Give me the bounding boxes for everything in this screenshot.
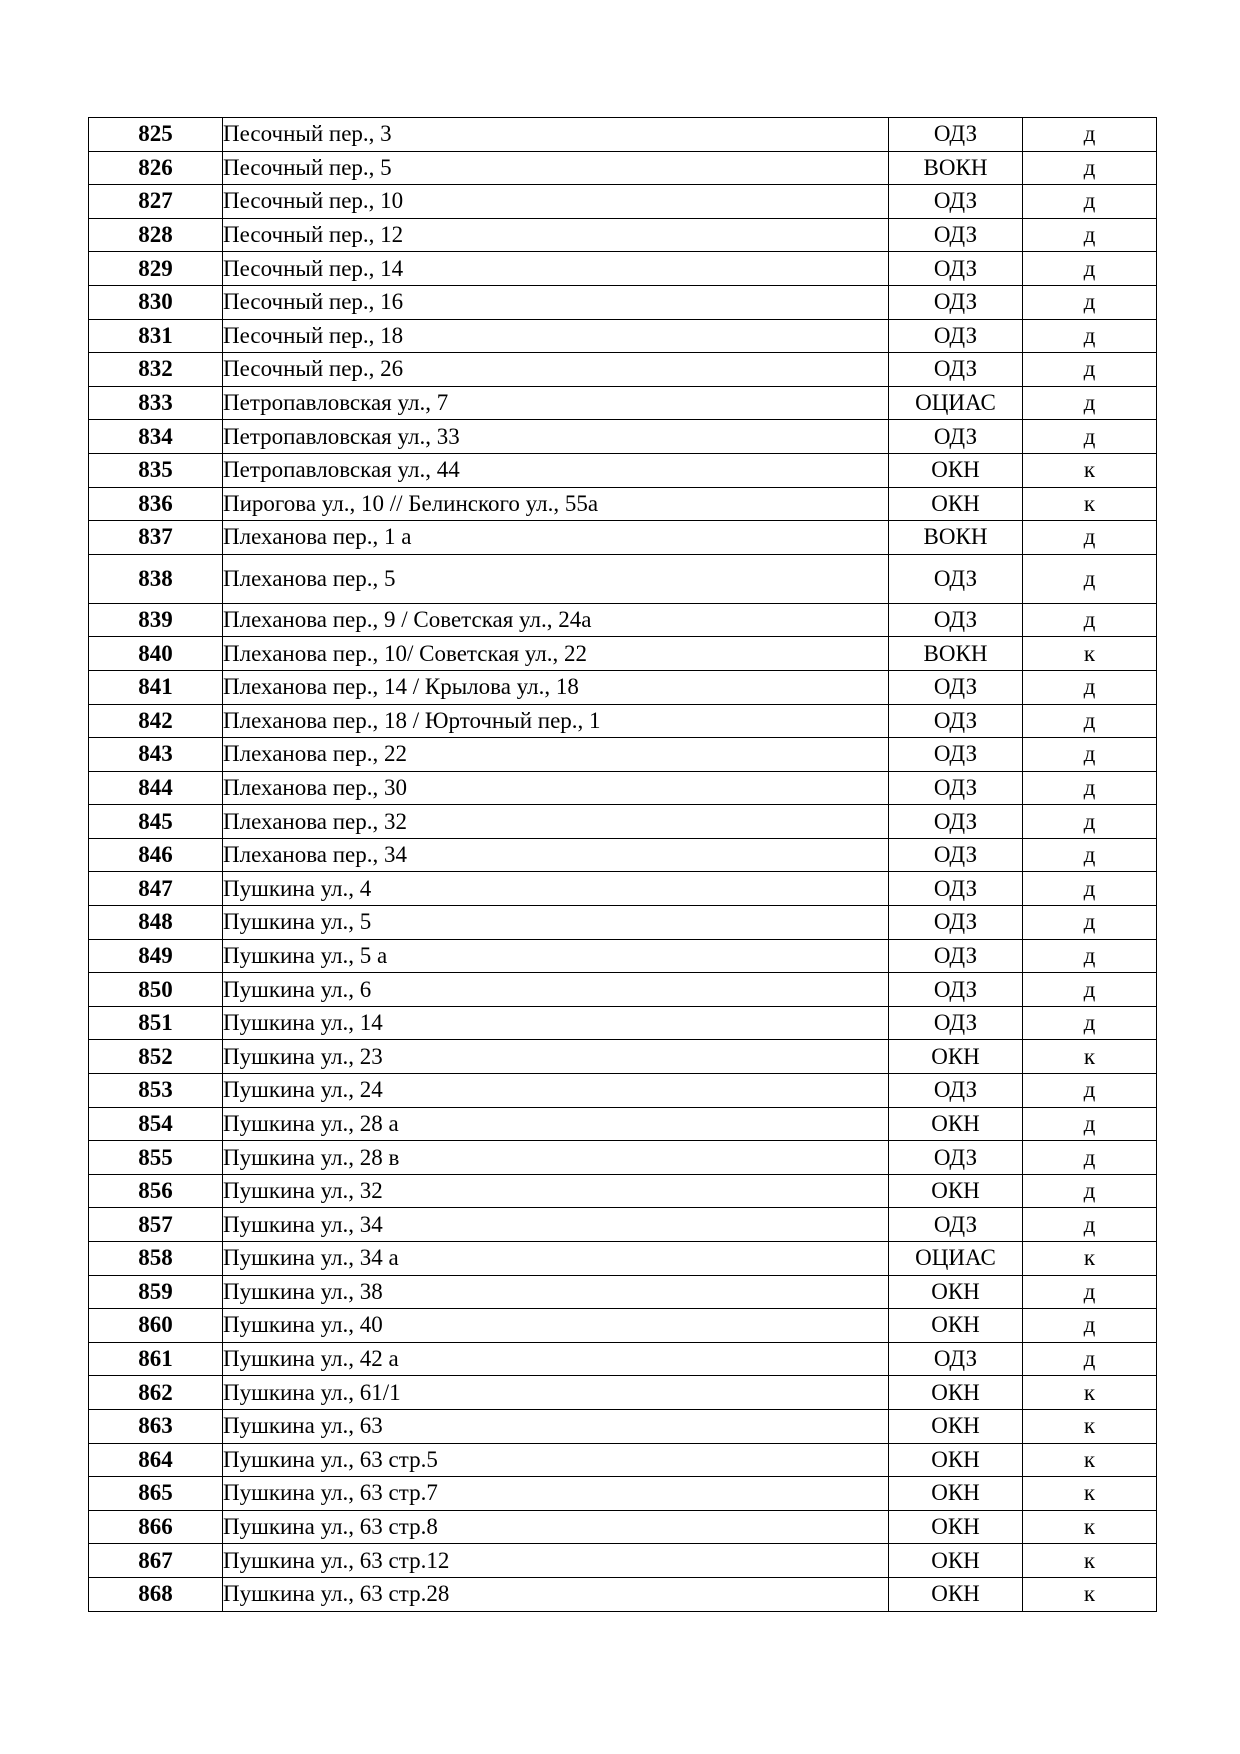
- object-type-cell: ОДЗ: [889, 1074, 1023, 1108]
- row-number-cell: 827: [89, 185, 223, 219]
- object-type-cell: ОДЗ: [889, 118, 1023, 152]
- address-cell: Пушкина ул., 32: [223, 1174, 889, 1208]
- table-row: [89, 1510, 1157, 1544]
- address-cell: Пушкина ул., 42 а: [223, 1342, 889, 1376]
- row-number-cell: 838: [89, 554, 223, 603]
- category-cell: д: [1023, 252, 1157, 286]
- address-cell: Пушкина ул., 5: [223, 906, 889, 940]
- category-cell: д: [1023, 872, 1157, 906]
- category-cell: д: [1023, 1074, 1157, 1108]
- category-cell: д: [1023, 420, 1157, 454]
- address-cell: Петропавловская ул., 44: [223, 453, 889, 487]
- object-type-cell: ОКН: [889, 1544, 1023, 1578]
- object-type-cell: ОКН: [889, 1409, 1023, 1443]
- address-cell: Пушкина ул., 63 стр.5: [223, 1443, 889, 1477]
- category-cell: д: [1023, 939, 1157, 973]
- address-cell: Плеханова пер., 18 / Юрточный пер., 1: [223, 704, 889, 738]
- row-number-cell: 866: [89, 1510, 223, 1544]
- table-row: [89, 872, 1157, 906]
- category-cell: к: [1023, 637, 1157, 671]
- table-row: [89, 704, 1157, 738]
- table-row: [89, 738, 1157, 772]
- table-row: [89, 151, 1157, 185]
- row-number-cell: 833: [89, 386, 223, 420]
- address-cell: Плеханова пер., 22: [223, 738, 889, 772]
- address-cell: Пушкина ул., 4: [223, 872, 889, 906]
- row-number-cell: 842: [89, 704, 223, 738]
- table-row: [89, 386, 1157, 420]
- category-cell: д: [1023, 805, 1157, 839]
- row-number-cell: 864: [89, 1443, 223, 1477]
- row-number-cell: 860: [89, 1309, 223, 1343]
- row-number-cell: 834: [89, 420, 223, 454]
- address-cell: Пушкина ул., 38: [223, 1275, 889, 1309]
- category-cell: д: [1023, 285, 1157, 319]
- address-cell: Пушкина ул., 5 а: [223, 939, 889, 973]
- object-type-cell: ОДЗ: [889, 1342, 1023, 1376]
- address-cell: Песочный пер., 26: [223, 353, 889, 387]
- category-cell: д: [1023, 838, 1157, 872]
- row-number-cell: 852: [89, 1040, 223, 1074]
- address-cell: Плеханова пер., 5: [223, 554, 889, 603]
- row-number-cell: 826: [89, 151, 223, 185]
- category-cell: к: [1023, 1577, 1157, 1611]
- object-type-cell: ОДЗ: [889, 738, 1023, 772]
- category-cell: д: [1023, 521, 1157, 555]
- table-row: [89, 554, 1157, 603]
- address-cell: Песочный пер., 18: [223, 319, 889, 353]
- object-type-cell: ОДЗ: [889, 973, 1023, 1007]
- category-cell: д: [1023, 118, 1157, 152]
- object-type-cell: ОКН: [889, 1107, 1023, 1141]
- object-type-cell: ОДЗ: [889, 252, 1023, 286]
- category-cell: к: [1023, 1409, 1157, 1443]
- category-cell: д: [1023, 218, 1157, 252]
- row-number-cell: 829: [89, 252, 223, 286]
- category-cell: к: [1023, 1477, 1157, 1511]
- table-row: [89, 838, 1157, 872]
- object-type-cell: ОДЗ: [889, 319, 1023, 353]
- object-type-cell: ОДЗ: [889, 838, 1023, 872]
- category-cell: д: [1023, 738, 1157, 772]
- address-cell: Плеханова пер., 32: [223, 805, 889, 839]
- row-number-cell: 845: [89, 805, 223, 839]
- table-row: [89, 1477, 1157, 1511]
- table-row: [89, 973, 1157, 1007]
- row-number-cell: 858: [89, 1242, 223, 1276]
- address-cell: Пушкина ул., 34 а: [223, 1242, 889, 1276]
- row-number-cell: 841: [89, 670, 223, 704]
- row-number-cell: 856: [89, 1174, 223, 1208]
- row-number-cell: 853: [89, 1074, 223, 1108]
- category-cell: д: [1023, 906, 1157, 940]
- object-type-cell: ОКН: [889, 1376, 1023, 1410]
- table-row: [89, 1074, 1157, 1108]
- category-cell: д: [1023, 771, 1157, 805]
- row-number-cell: 863: [89, 1409, 223, 1443]
- address-cell: Петропавловская ул., 7: [223, 386, 889, 420]
- category-cell: к: [1023, 453, 1157, 487]
- object-type-cell: ОДЗ: [889, 872, 1023, 906]
- object-type-cell: ОДЗ: [889, 704, 1023, 738]
- category-cell: д: [1023, 1141, 1157, 1175]
- row-number-cell: 868: [89, 1577, 223, 1611]
- row-number-cell: 865: [89, 1477, 223, 1511]
- address-cell: Пушкина ул., 6: [223, 973, 889, 1007]
- row-number-cell: 837: [89, 521, 223, 555]
- table-row: [89, 487, 1157, 521]
- objects-table: [88, 117, 1157, 1612]
- object-type-cell: ОКН: [889, 1309, 1023, 1343]
- address-cell: Песочный пер., 12: [223, 218, 889, 252]
- category-cell: д: [1023, 386, 1157, 420]
- row-number-cell: 844: [89, 771, 223, 805]
- address-cell: Пушкина ул., 63 стр.8: [223, 1510, 889, 1544]
- category-cell: д: [1023, 1275, 1157, 1309]
- table-row: [89, 805, 1157, 839]
- category-cell: д: [1023, 319, 1157, 353]
- object-type-cell: ОКН: [889, 1443, 1023, 1477]
- address-cell: Пушкина ул., 61/1: [223, 1376, 889, 1410]
- category-cell: д: [1023, 151, 1157, 185]
- row-number-cell: 855: [89, 1141, 223, 1175]
- table-row: [89, 1342, 1157, 1376]
- table-row: [89, 670, 1157, 704]
- table-row: [89, 353, 1157, 387]
- object-type-cell: ОДЗ: [889, 285, 1023, 319]
- row-number-cell: 832: [89, 353, 223, 387]
- object-type-cell: ОДЗ: [889, 805, 1023, 839]
- row-number-cell: 825: [89, 118, 223, 152]
- table-row: [89, 118, 1157, 152]
- object-type-cell: ОКН: [889, 1040, 1023, 1074]
- row-number-cell: 843: [89, 738, 223, 772]
- object-type-cell: ОЦИАС: [889, 1242, 1023, 1276]
- address-cell: Пушкина ул., 14: [223, 1006, 889, 1040]
- category-cell: д: [1023, 1208, 1157, 1242]
- table-row: [89, 1577, 1157, 1611]
- table-row: [89, 939, 1157, 973]
- address-cell: Плеханова пер., 9 / Советская ул., 24а: [223, 603, 889, 637]
- category-cell: д: [1023, 185, 1157, 219]
- table-row: [89, 906, 1157, 940]
- address-cell: Песочный пер., 14: [223, 252, 889, 286]
- object-type-cell: ОДЗ: [889, 603, 1023, 637]
- table-row: [89, 1242, 1157, 1276]
- address-cell: Песочный пер., 10: [223, 185, 889, 219]
- category-cell: д: [1023, 1174, 1157, 1208]
- object-type-cell: ОКН: [889, 487, 1023, 521]
- table-row: [89, 1141, 1157, 1175]
- category-cell: д: [1023, 353, 1157, 387]
- object-type-cell: ОДЗ: [889, 1141, 1023, 1175]
- object-type-cell: ОКН: [889, 1510, 1023, 1544]
- table-row: [89, 218, 1157, 252]
- object-type-cell: ОДЗ: [889, 185, 1023, 219]
- object-type-cell: ОКН: [889, 453, 1023, 487]
- address-cell: Плеханова пер., 14 / Крылова ул., 18: [223, 670, 889, 704]
- row-number-cell: 831: [89, 319, 223, 353]
- address-cell: Песочный пер., 16: [223, 285, 889, 319]
- object-type-cell: ОДЗ: [889, 554, 1023, 603]
- object-type-cell: ОКН: [889, 1477, 1023, 1511]
- object-type-cell: ОДЗ: [889, 218, 1023, 252]
- row-number-cell: 848: [89, 906, 223, 940]
- object-type-cell: ОКН: [889, 1275, 1023, 1309]
- object-type-cell: ОДЗ: [889, 420, 1023, 454]
- row-number-cell: 830: [89, 285, 223, 319]
- category-cell: д: [1023, 670, 1157, 704]
- table-row: [89, 603, 1157, 637]
- row-number-cell: 859: [89, 1275, 223, 1309]
- table-row: [89, 252, 1157, 286]
- category-cell: к: [1023, 1510, 1157, 1544]
- table-row: [89, 420, 1157, 454]
- table-row: [89, 1275, 1157, 1309]
- address-cell: Плеханова пер., 30: [223, 771, 889, 805]
- row-number-cell: 847: [89, 872, 223, 906]
- address-cell: Песочный пер., 5: [223, 151, 889, 185]
- row-number-cell: 840: [89, 637, 223, 671]
- objects-table-body: [89, 118, 1157, 1612]
- row-number-cell: 867: [89, 1544, 223, 1578]
- object-type-cell: ВОКН: [889, 151, 1023, 185]
- object-type-cell: ОДЗ: [889, 771, 1023, 805]
- row-number-cell: 835: [89, 453, 223, 487]
- row-number-cell: 851: [89, 1006, 223, 1040]
- table-row: [89, 1107, 1157, 1141]
- address-cell: Пушкина ул., 28 а: [223, 1107, 889, 1141]
- row-number-cell: 861: [89, 1342, 223, 1376]
- category-cell: к: [1023, 1544, 1157, 1578]
- row-number-cell: 857: [89, 1208, 223, 1242]
- row-number-cell: 828: [89, 218, 223, 252]
- row-number-cell: 839: [89, 603, 223, 637]
- category-cell: д: [1023, 554, 1157, 603]
- address-cell: Пушкина ул., 63 стр.28: [223, 1577, 889, 1611]
- address-cell: Пушкина ул., 40: [223, 1309, 889, 1343]
- category-cell: к: [1023, 1443, 1157, 1477]
- object-type-cell: ВОКН: [889, 637, 1023, 671]
- address-cell: Песочный пер., 3: [223, 118, 889, 152]
- category-cell: к: [1023, 1040, 1157, 1074]
- address-cell: Пушкина ул., 63 стр.7: [223, 1477, 889, 1511]
- table-row: [89, 1006, 1157, 1040]
- table-row: [89, 1208, 1157, 1242]
- object-type-cell: ОДЗ: [889, 670, 1023, 704]
- table-row: [89, 185, 1157, 219]
- table-row: [89, 1174, 1157, 1208]
- table-row: [89, 521, 1157, 555]
- category-cell: д: [1023, 603, 1157, 637]
- category-cell: д: [1023, 1006, 1157, 1040]
- table-row: [89, 1443, 1157, 1477]
- object-type-cell: ОДЗ: [889, 906, 1023, 940]
- address-cell: Петропавловская ул., 33: [223, 420, 889, 454]
- row-number-cell: 846: [89, 838, 223, 872]
- category-cell: к: [1023, 487, 1157, 521]
- category-cell: д: [1023, 1342, 1157, 1376]
- address-cell: Пушкина ул., 24: [223, 1074, 889, 1108]
- address-cell: Пушкина ул., 34: [223, 1208, 889, 1242]
- category-cell: к: [1023, 1242, 1157, 1276]
- row-number-cell: 836: [89, 487, 223, 521]
- table-row: [89, 1376, 1157, 1410]
- object-type-cell: ОКН: [889, 1577, 1023, 1611]
- table-row: [89, 1544, 1157, 1578]
- object-type-cell: ОДЗ: [889, 353, 1023, 387]
- address-cell: Плеханова пер., 10/ Советская ул., 22: [223, 637, 889, 671]
- address-cell: Плеханова пер., 34: [223, 838, 889, 872]
- category-cell: д: [1023, 1107, 1157, 1141]
- object-type-cell: ОДЗ: [889, 1006, 1023, 1040]
- table-row: [89, 453, 1157, 487]
- table-row: [89, 771, 1157, 805]
- address-cell: Пушкина ул., 28 в: [223, 1141, 889, 1175]
- row-number-cell: 854: [89, 1107, 223, 1141]
- object-type-cell: ОЦИАС: [889, 386, 1023, 420]
- address-cell: Пушкина ул., 63: [223, 1409, 889, 1443]
- table-row: [89, 1040, 1157, 1074]
- category-cell: к: [1023, 1376, 1157, 1410]
- address-cell: Пушкина ул., 23: [223, 1040, 889, 1074]
- table-row: [89, 1409, 1157, 1443]
- table-row: [89, 285, 1157, 319]
- row-number-cell: 850: [89, 973, 223, 1007]
- object-type-cell: ОДЗ: [889, 939, 1023, 973]
- address-cell: Плеханова пер., 1 а: [223, 521, 889, 555]
- category-cell: д: [1023, 704, 1157, 738]
- object-type-cell: ВОКН: [889, 521, 1023, 555]
- object-type-cell: ОКН: [889, 1174, 1023, 1208]
- address-cell: Пирогова ул., 10 // Белинского ул., 55а: [223, 487, 889, 521]
- address-cell: Пушкина ул., 63 стр.12: [223, 1544, 889, 1578]
- table-row: [89, 319, 1157, 353]
- row-number-cell: 849: [89, 939, 223, 973]
- category-cell: д: [1023, 973, 1157, 1007]
- table-row: [89, 1309, 1157, 1343]
- object-type-cell: ОДЗ: [889, 1208, 1023, 1242]
- row-number-cell: 862: [89, 1376, 223, 1410]
- category-cell: д: [1023, 1309, 1157, 1343]
- table-row: [89, 637, 1157, 671]
